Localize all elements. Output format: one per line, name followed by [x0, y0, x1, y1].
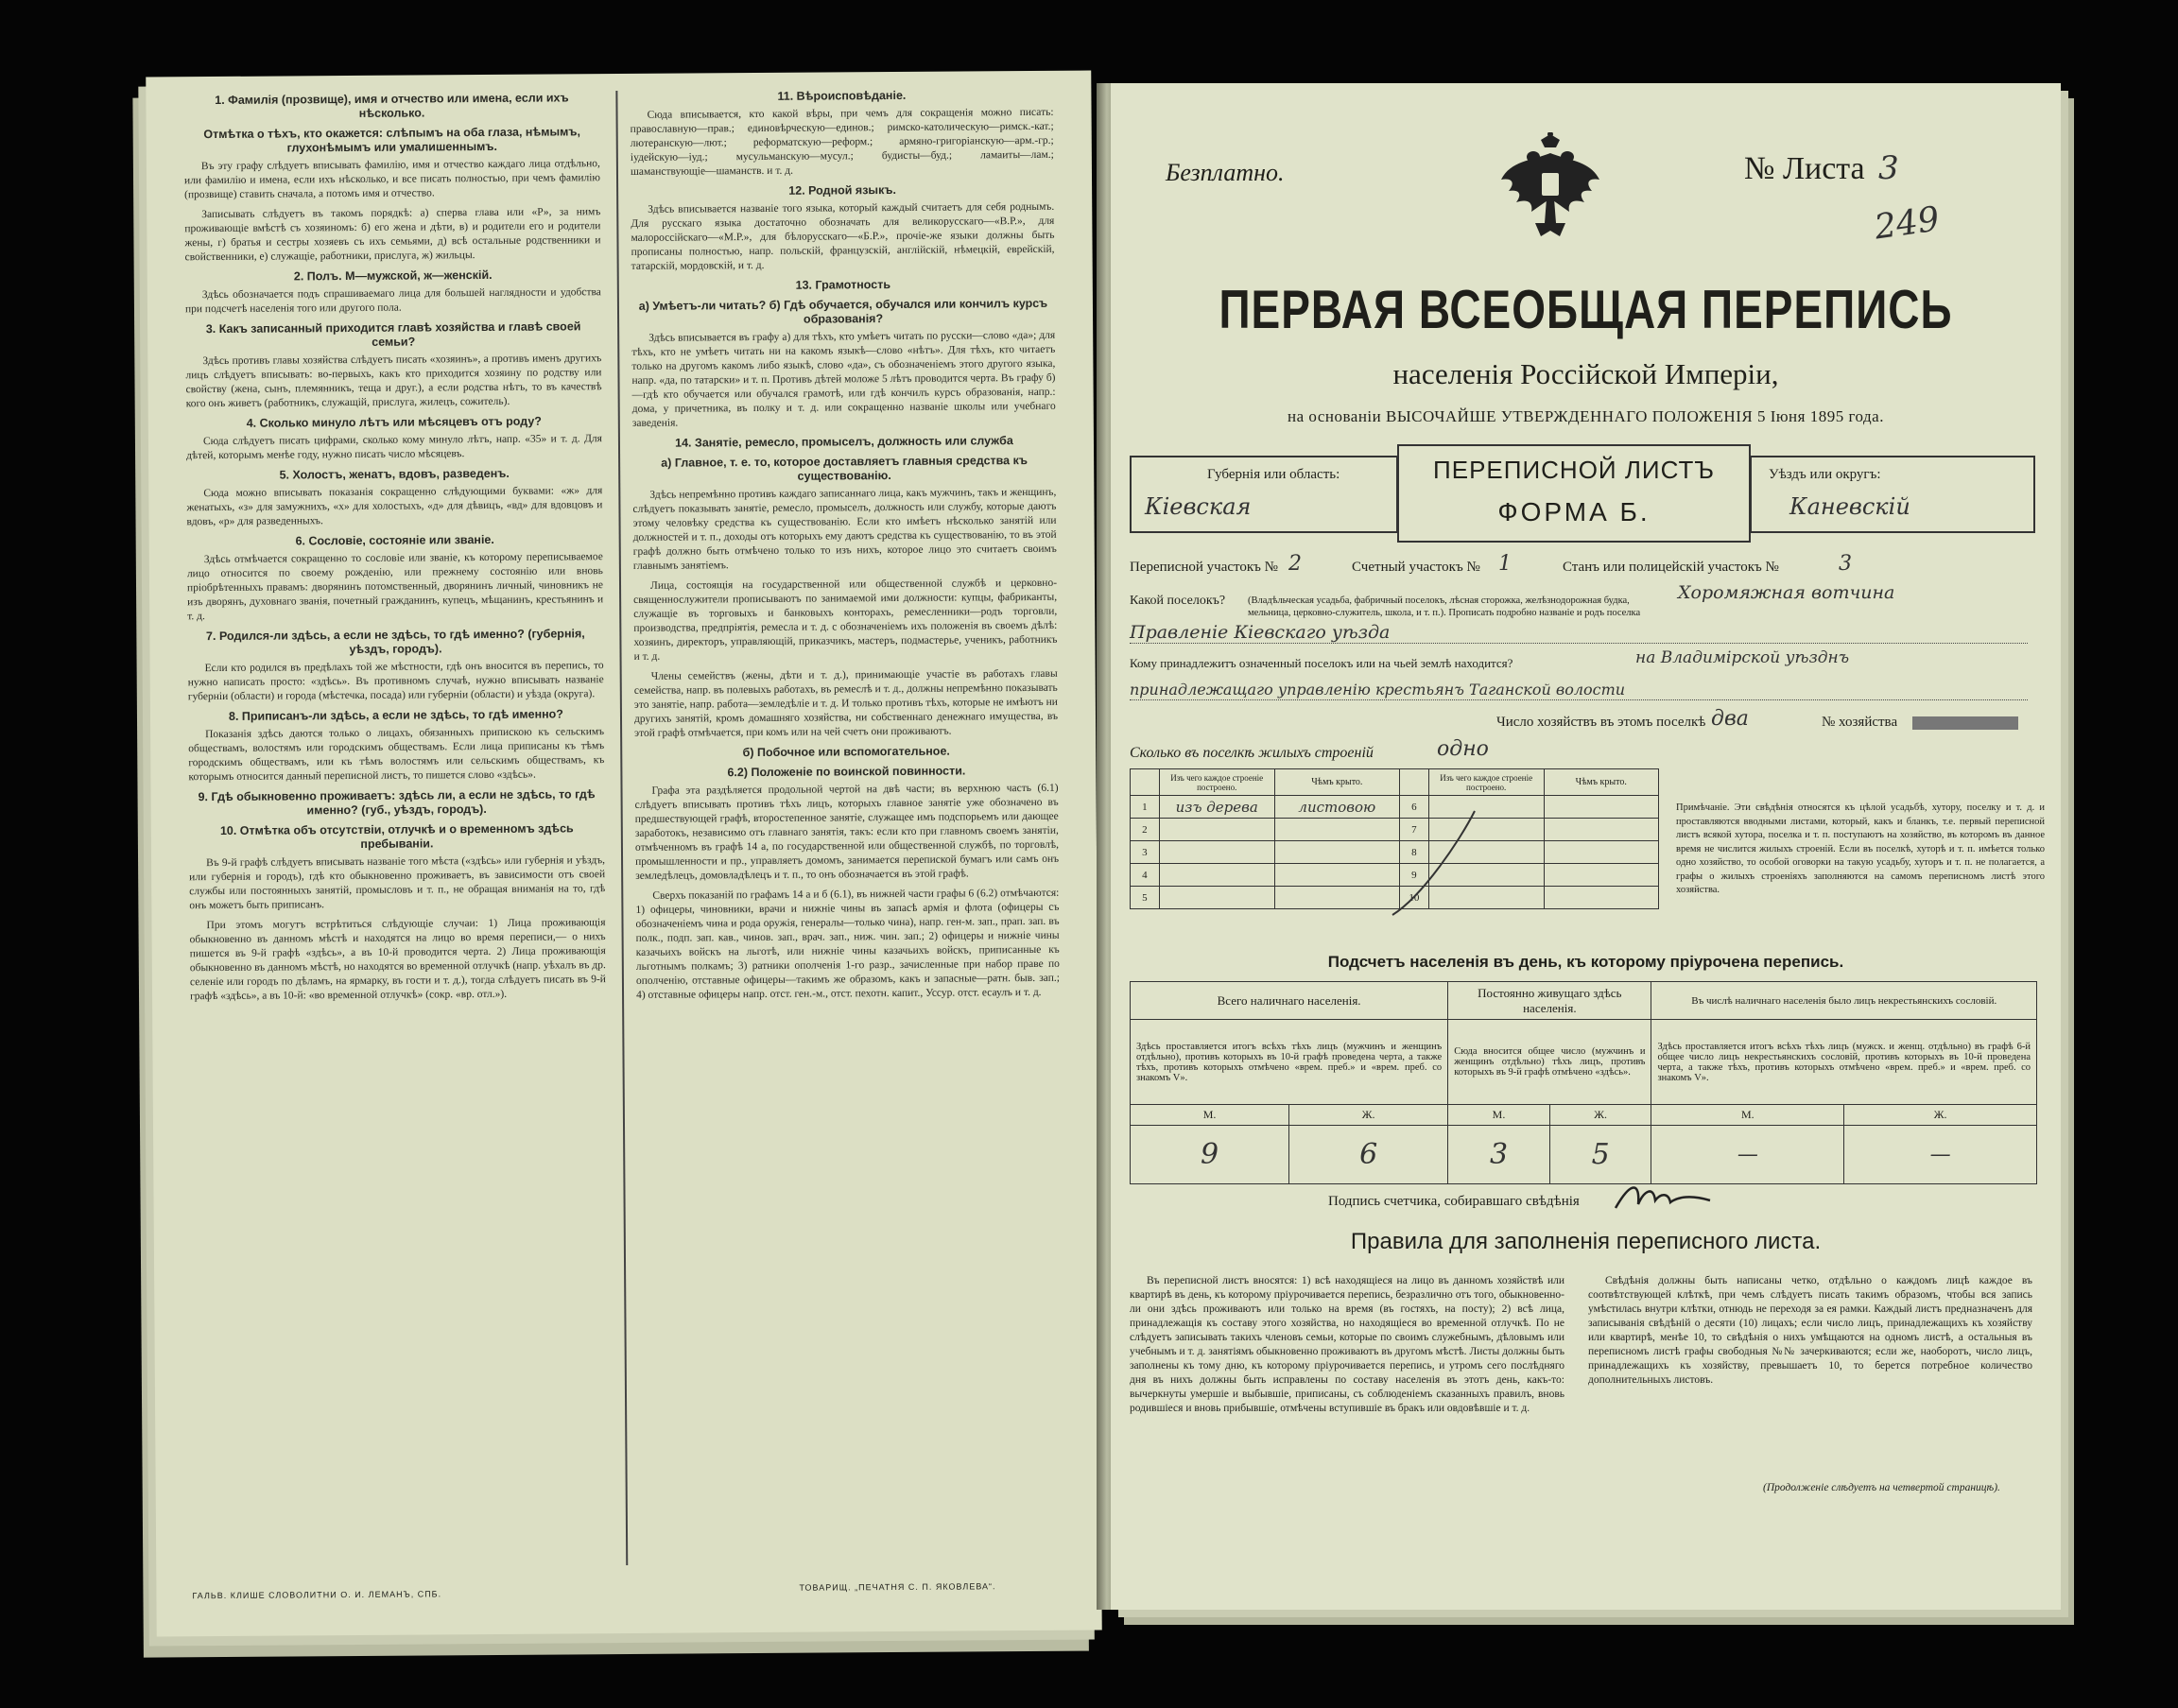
settlement-underline	[1130, 643, 2028, 644]
summary-desc-permanent: Сюда вносится общее число (мужчинъ и женщинъ отдѣльно) тѣхъ лицъ, противъ которыхъ въ 9-й графѣ отмѣчено «здѣсь».	[1448, 1020, 1651, 1105]
section-heading: 8. Приписанъ-ли здѣсь, а если не здѣсь, то гдѣ именно?	[228, 707, 563, 723]
section-heading: 6.2) Положеніе по воинской повинности.	[727, 764, 966, 780]
imperial-eagle-icon	[1494, 132, 1607, 246]
female-header: Ж.	[1844, 1105, 2037, 1126]
building-row-number: 4	[1131, 864, 1160, 887]
stan-label: Станъ или полицейскій участокъ №	[1563, 560, 1779, 575]
section-heading: 6. Сословіе, состояніе или званіе.	[295, 532, 494, 548]
buildings-col-material: Изъ чего каждое строеніе построено.	[1159, 769, 1274, 796]
section-heading: 10. Отмѣтка объ отсутствіи, отлучкѣ и о временномъ здѣсь пребываніи.	[219, 821, 574, 851]
permanent-male-value: 3	[1448, 1126, 1550, 1184]
stan-value: 3	[1839, 552, 1852, 576]
section-paragraph: Сюда можно вписывать показанія сокращенно слѣдующими буквами: «ж» для женатыхъ, «з» для замужнихъ, «х» для холостыхъ, «д» для дѣвицъ, «вд» для вдовцовъ и вдовъ, «р» для разведенныхъ.	[186, 485, 603, 528]
section-heading: 2. Полъ. М—мужской, ж—женскій.	[293, 267, 493, 284]
section-heading: 11. Вѣроисповѣданіе.	[777, 88, 907, 103]
free-label: Безплатно.	[1166, 159, 1285, 186]
section-heading: б) Побочное или вспомогательное.	[742, 744, 950, 760]
male-header: М.	[1448, 1105, 1550, 1126]
form-title-box	[1397, 444, 1751, 543]
female-header: Ж.	[1549, 1105, 1651, 1126]
guberniya-value: Кіевская	[1145, 493, 1252, 520]
section-heading: 4. Сколько минуло лѣтъ или мѣсяцевъ отъ роду?	[246, 414, 542, 430]
left-page	[146, 71, 1101, 1637]
uezd-label: Уѣздъ или округъ:	[1769, 467, 1881, 482]
section-paragraph: Графа эта раздѣляется продольной чертой на двѣ части; въ верхнюю часть (6.1) слѣдуетъ вписывать противъ тѣхъ лицъ, которыхъ главное занятіе уже обозначено въ предшествующей графѣ, второстепенное занятіе, служащее имъ подспорьемъ или дающее заработокъ, независимо отъ главнаго занятія, такъ: если кто при главномъ своемъ занятіи, отмѣченномъ въ графѣ 14 а, по государственной или общественной службѣ, по торговлѣ, промышленности и пр., управляетъ домомъ, занимается перепиской бумагъ или самъ онъ земледѣлецъ, домовладѣлецъ и т. п., то онъ обозначается въ этой графѣ.	[634, 782, 1060, 882]
census-district-label: Переписной участокъ №	[1130, 560, 1278, 575]
count-district-value: 1	[1498, 552, 1512, 576]
rules-column-1: Въ переписной листъ вносятся: 1) всѣ находящіеся на лицо въ данномъ хозяйствѣ или квартирѣ въ день, къ которому пріурочивается перепись, безразлично отъ того, обыкновенно-ли они здѣсь проживаютъ или только на время (въ гостяхъ, на посту); 2) всѣ лица, принадлежащія къ составу этого хозяйства, но находящіеся во временной отлучкѣ. По не слѣдуетъ записывать такихъ членовъ семьи, которые по своимъ служебнымъ, дѣловымъ или учебнымъ и т. д. занятіямъ обыкновенно проживаютъ въ другомъ мѣстѣ. Листы должны быть заполнены къ тому дню, къ которому пріурочивается перепись, и утромъ сего послѣдняго дня въ нихъ должны быть исправлены по составу населенія въ этотъ день, какъ-то: вычеркнуты умершіе и выбывшіе, приписаны, съ соблюденіемъ сказанныхъ правилъ, вновь родившіеся и вновь прибывшіе, отмѣчены вступившіе въ бракъ или овдовѣвшіе и т. д.	[1130, 1275, 1564, 1414]
settlement-label: Какой поселокъ?	[1130, 594, 1226, 608]
rules-column-2: Свѣдѣнія должны быть написаны четко, отдѣльно о каждомъ лицѣ каждое въ соотвѣтствующей клѣткѣ, при чемъ слѣдуетъ писать такимъ образомъ, чтобы вся запись умѣстилась внутри клѣтки, отнюдь не переходя за ея рамки. Каждый листъ предназначенъ для записыванія свѣдѣній о десяти (10) лицахъ; если число лицъ, принадлежащихъ къ хозяйству или квартирѣ, менѣе 10, то свѣдѣнія о нихъ умѣщаются на одномъ листѣ, а остальныя въ переписномъ листѣ графы свободныя №№ зачеркиваются; если же, наоборотъ, число лицъ, принадлежащихъ къ хозяйству, превышаетъ 10, то берется потребное количество дополнительныхъ листовъ.	[1588, 1275, 2032, 1386]
building-row-number: 7	[1399, 819, 1428, 841]
section-heading: 9. Гдѣ обыкновенно проживаетъ: здѣсь ли, а если не здѣсь, то гдѣ именно? (губ., уѣздъ, городъ).	[198, 787, 596, 818]
document-title: ПЕРВАЯ ВСЕОБЩАЯ ПЕРЕПИСЬ	[1219, 278, 1953, 340]
buildings-note: Примѣчаніе. Эти свѣдѣнія относятся къ цѣлой усадьбѣ, хутору, поселку и т. д. и проставляются вводными листами, который, какъ и бланкъ, т.е. первый переписной листъ всякой хутора, поселка и т. п. поступаютъ на хозяйство, въ которомъ въ данное время не числится жилыхъ строеній. Если въ поселкѣ, хуторѣ и т. п. имѣется только одно хозяйство, то особой оговорки на такую усадьбу, хуторъ и т. п. не полагается, а графы о жилыхъ строеніяхъ заполняются на самомъ переписномъ листѣ этого хозяйства.	[1676, 802, 2045, 895]
section-paragraph: Сюда слѣдуетъ писать цифрами, сколько кому минуло лѣтъ, напр. «35» и т. д. Для дѣтей, которымъ менѣе году, нужно писать число мѣсяцевъ.	[186, 433, 602, 462]
non-peasant-female-value: —	[1844, 1126, 2037, 1184]
summary-desc-non-peasant: Здѣсь проставляется итогъ всѣхъ тѣхъ лицъ (мужск. и женщ. отдѣльно) въ графѣ 6-й общее число лицъ некрестьянскихъ сословій, противъ которыхъ въ 10-й проведена черта, а также тѣхъ, противъ которыхъ отмѣчено «врем. преб.» и «врем. преб. со знакомъ V».	[1651, 1020, 2037, 1105]
settlement-value-1: Хоромяжная вотчина	[1678, 582, 1895, 603]
summary-title: Подсчетъ населенія въ день, къ которому пріурочена перепись.	[1327, 953, 1844, 971]
rules-title: Правила для заполненія переписного листа.	[1350, 1229, 1822, 1254]
signature-label: Подпись счетчика, собиравшаго свѣдѣнія	[1328, 1194, 1580, 1209]
permanent-female-value: 5	[1549, 1126, 1651, 1184]
census-district-value: 2	[1288, 552, 1302, 576]
summary-table	[1130, 981, 2037, 1184]
section-paragraph: Сюда вписывается, кто какой вѣры, при чемъ для сокращенія можно писать: православную—прав.; единовѣрческую—единов.; римско-католическую—римск.-кат.; лютеранскую—лют.; реформатскую—реформ.; армяно-григоріанскую—арм.-гр.; іудейскую—іуд.; мусульманскую—мусул.; будисты—буд.; ламаиты—лам.; шаманствующіе—шаманств. и т. д.	[630, 106, 1054, 178]
settlement-hint: (Владѣльческая усадьба, фабричный поселокъ, лѣсная сторожка, желѣзнодорожная будка, мельница, церковно-служитель, школа, и т. п.). Прописать подробно названіе и родъ поселка	[1248, 595, 1641, 618]
section-heading: 5. Холостъ, женатъ, вдовъ, разведенъ.	[279, 466, 510, 482]
building-row-number: 2	[1131, 819, 1160, 841]
section-heading: а) Умѣетъ-ли читать? б) Гдѣ обучается, обучался или кончилъ курсъ образованія?	[638, 296, 1048, 326]
printer-credit-left: ГАЛЬВ. КЛИШЕ СЛОВОЛИТНИ О. И. ЛЕМАНЪ, СПБ.	[192, 1589, 442, 1601]
section-paragraph: Въ эту графу слѣдуетъ вписывать фамилію, имя и отчество каждаго лица отдѣльно, или фамилію и имена, если ихъ нѣсколько, и все писать полностью, при чемъ фамилію (прозвище) ставить сначала, а потомъ имя и отчество.	[183, 158, 601, 201]
owner-label: Кому принадлежитъ означенный поселокъ или на чьей землѣ находится?	[1130, 656, 1513, 670]
households-value: два	[1711, 707, 1749, 731]
sheet-number-value: 3	[1878, 149, 1899, 187]
printer-credit-right: ТОВАРИЩ. „ПЕЧАТНЯ С. П. ЯКОВЛЕВА“.	[799, 1581, 996, 1593]
buildings-label: Сколько въ поселкѣ жилыхъ строеній	[1130, 745, 1374, 761]
summary-header-non-peasant: Въ числѣ наличнаго населенія было лицъ некрестьянскихъ сословій.	[1651, 982, 2037, 1020]
male-header: М.	[1131, 1105, 1289, 1126]
right-page	[1111, 83, 2061, 1610]
building-row-number: 6	[1399, 796, 1428, 819]
sheet-number-label: № Листа	[1744, 151, 1865, 186]
section-heading: 12. Родной языкъ.	[788, 182, 896, 198]
section-paragraph: Здѣсь противъ главы хозяйства слѣдуетъ писать «хозяинъ», а противъ именъ другихъ лицъ слѣдуетъ вписывать: во-первыхъ, какъ кто приходится хозяину по родству или свойству (жена, сынъ, племянникъ, теща и друг.), а если родства нѣтъ, то въ качествѣ кого онъ живетъ (работникъ, служащій, прислуга, жилецъ, сожитель).	[185, 353, 602, 410]
building-row-number: 10	[1399, 887, 1428, 909]
section-paragraph: Здѣсь непремѣнно противъ каждаго записаннаго лица, какъ мужчинъ, такъ и женщинъ, слѣдуетъ показывать занятіе, ремесло, промыселъ, должность или службу, которые даютъ этому человѣку средства къ существованію. Если кто имѣетъ нѣсколько занятій или должностей и т. п., доходы отъ которыхъ ему даютъ средства къ существованію, то въ этой графѣ должно быть отмѣчено только то изъ нихъ, которое лицо это считаетъ своимъ главнымъ занятіемъ.	[632, 486, 1057, 572]
buildings-value: одно	[1437, 737, 1489, 761]
buildings-col-roof-2: Чѣмъ крыто.	[1544, 769, 1658, 796]
present-female-value: 6	[1289, 1126, 1448, 1184]
counter-signature-icon	[1612, 1172, 1716, 1219]
section-paragraph: Записывать слѣдуетъ въ такомъ порядкѣ: а) сперва глава или «Р», за нимъ проживающіе вмѣстѣ съ хозяиномъ: б) его жена и дѣти, в) и родители его и родители жены, г) братья и сестры хозяевъ съ ихъ семьями, д) всѣ остальные родственники и свойственники, е) служащіе, работники, прислуга, ж) жильцы.	[184, 206, 601, 264]
buildings-col-material-2: Изъ чего каждое строеніе построено.	[1428, 769, 1544, 796]
building-row-number: 8	[1399, 841, 1428, 864]
building-material-value: изъ дерева	[1159, 796, 1274, 819]
count-district-label: Счетный участокъ №	[1352, 560, 1480, 575]
section-heading: 7. Родился-ли здѣсь, а если не здѣсь, то гдѣ именно? (губернія, уѣздъ, городъ).	[205, 627, 585, 657]
building-row-number: 5	[1131, 887, 1160, 909]
section-paragraph: Лица, состоящія на государственной или общественной службѣ и церковно-священнослужители прописываютъ по занимаемой ими должности: купцы, фабриканты, служащіе въ торговыхъ и банковыхъ конторахъ, ремесленники—родъ торговли, производства, предпріятія, ремесла и т. д. с обозначеніемъ ихъ положенія въ своемъ дѣлѣ: хозяинъ, директоръ, управляющій, приказчикъ, мастеръ, подмастерье, ученикъ, работникъ и т. д.	[633, 577, 1058, 663]
section-heading: 3. Какъ записанный приходится главѣ хозяйства и главѣ своей семьи?	[205, 319, 581, 349]
household-number-label: № хозяйства	[1822, 715, 1898, 730]
households-label: Число хозяйствъ въ этомъ поселкѣ	[1496, 715, 1706, 730]
section-paragraph: Здѣсь отмѣчается сокращенно то сословіе или званіе, къ которому переписываемое лицо относится по своему рожденію, или прежнему состоянію или вновь пріобрѣтенныхъ правамъ: дворянинъ потомственный, дворянинъ личный, чиновникъ не изъ дворянъ, духовнаго званія, почетный гражданинъ, купецъ, мѣщанинъ, крестьянинъ и т. д.	[186, 551, 604, 623]
left-column-1	[183, 85, 606, 1009]
male-header: М.	[1651, 1105, 1844, 1126]
household-number-redacted	[1912, 716, 2018, 730]
section-paragraph: Въ 9-й графѣ слѣдуетъ вписывать названіе того мѣста («здѣсь» или губернія и уѣздъ, или губернія и городъ), гдѣ кто обыкновенно проживаетъ, въ зависимости отъ своей службы или постоянныхъ занятій, промысловъ и т. п., не обращая вниманія на то, гдѣ онъ можетъ быть приписанъ.	[189, 854, 606, 912]
summary-header-permanent: Постоянно живущаго здѣсь населенія.	[1448, 982, 1651, 1020]
section-paragraph: При этомъ могутъ встрѣтиться слѣдующіе случаи: 1) Лица проживающія обыкновенно въ данномъ мѣстѣ и находятся на лицо во время переписи,— о нихъ пишется въ 9-й графѣ «здѣсь», а въ 10-й проводится черта. 2) Лица проживающія обыкновенно въ данномъ мѣстѣ, но находятся во временной отлучкѣ (напр. уѣхалъ въ др. селеніе или городъ по дѣламъ, на ярмарку, въ гости и т. д.), тогда слѣдуетъ писать въ 9-й графѣ «здѣсь», а въ 10-й: «во временной отлучкѣ» (сокр. «вр. отл.»).	[189, 917, 606, 1003]
legal-basis: на основаніи ВЫСОЧАЙШЕ УТВЕРЖДЕННАГО ПОЛОЖЕНІЯ 5 Іюня 1895 года.	[1288, 407, 1884, 425]
form-name: ФОРМА Б.	[1497, 497, 1651, 526]
guberniya-label: Губернія или область:	[1207, 467, 1340, 482]
summary-header-present: Всего наличнаго населенія.	[1131, 982, 1448, 1020]
document-subtitle: населенія Россійской Имперіи,	[1392, 357, 1779, 390]
settlement-value-2: Правленіе Кіевскаго уѣзда	[1130, 622, 1391, 643]
present-male-value: 9	[1131, 1126, 1289, 1184]
section-paragraph: Показанія здѣсь даются только о лицахъ, обязанныхъ припискою къ сельскимъ обществамъ, волостямъ или городскимъ обществамъ. Если лица приписаны къ тѣмъ городскимъ обществамъ, или къ тѣмъ волостямъ или сельскимъ обществамъ, къ которымъ относится данный переписной листъ, то пишется слово «здѣсь».	[188, 726, 605, 784]
section-paragraph: Если кто родился въ предѣлахъ той же мѣстности, гдѣ онъ вносится въ перепись, то нужно написать просто: «здѣсь». Въ противномъ случаѣ, нужно вписывать названіе губерніи (области) и города (мѣстечка, посада) или губерніи (области) и уѣзда (округа).	[187, 660, 604, 703]
section-paragraph: Здѣсь вписывается названіе того языка, который каждый считаетъ для себя роднымъ. Для русскаго языка достаточно обозначать для великорусскаго—«В.Р.», для малороссійскаго—«М.Р.», для бѣлорусскаго—«Б.Р.», прочіе-же языки должны быть прописаны полностью, напр. польскій, французскій, англійскій, нѣмецкій, еврейскій, татарскій, мордовскій, и т. д.	[631, 200, 1055, 272]
building-row-number: 3	[1131, 841, 1160, 864]
building-row-number: 1	[1131, 796, 1160, 819]
handwritten-number: 249	[1872, 199, 1943, 248]
section-heading: 14. Занятіе, ремесло, промыселъ, должность или служба	[675, 434, 1013, 450]
continuation-note: (Продолженіе слѣдуетъ на четвертой страницѣ).	[1763, 1482, 2000, 1493]
female-header: Ж.	[1289, 1105, 1448, 1126]
buildings-col-roof: Чѣмъ крыто.	[1274, 769, 1399, 796]
strike-through-mark	[1385, 802, 1489, 924]
building-roof-value: листовою	[1274, 796, 1399, 819]
guberniya-box	[1130, 456, 1398, 533]
uezd-box	[1750, 456, 2035, 533]
owner-value-1: на Владимірской уѣзднъ	[1635, 648, 1850, 667]
left-column-2	[630, 82, 1060, 1009]
uezd-value: Каневскій	[1789, 493, 1910, 520]
building-row-number: 9	[1399, 864, 1428, 887]
section-heading: 1. Фамилія (прозвище), имя и отчество или имена, если ихъ нѣсколько.	[215, 91, 569, 120]
owner-underline	[1130, 699, 2028, 700]
section-heading: а) Главное, т. е. то, которое доставляетъ главныя средства къ существованію.	[661, 454, 1028, 483]
non-peasant-male-value: —	[1651, 1126, 1844, 1184]
section-heading: Отмѣтка о тѣхъ, кто окажется: слѣпымъ на оба глаза, нѣмымъ, глухонѣмымъ или умалишеннымъ.	[203, 125, 581, 155]
section-paragraph: Здѣсь вписывается въ графу а) для тѣхъ, кто умѣетъ читать по русски—слово «да»; для тѣхъ, кто не умѣетъ читать ни на какомъ языкѣ—слово «нѣтъ». Для тѣхъ, кто читаетъ только на другомъ какомъ либо языкѣ, слово «да», съ обозначеніемъ этого другого языка, напр. «да, по татарски» и т. п. Противъ дѣтей моложе 5 лѣтъ проводится черта. Въ графу б)—гдѣ кто обучается или обучался грамотѣ, или гдѣ кончилъ курсъ образованія, напр.: дома, у причетника, въ полку и т. д. или сокращенно названіе школы или учебнаго заведенія.	[631, 329, 1056, 429]
column-divider	[615, 91, 627, 1565]
summary-desc-present: Здѣсь проставляется итогъ всѣхъ тѣхъ лицъ (мужчинъ и женщинъ отдѣльно), противъ которыхъ въ 10-й графѣ проведена черта, а также тѣхъ, противъ которыхъ отмѣчено «врем. преб.» и «врем. преб. со знакомъ V».	[1131, 1020, 1448, 1105]
owner-value-2: принадлежащаго управленію крестьянъ Таганской волости	[1130, 681, 1626, 699]
section-paragraph: Здѣсь обозначается подъ спрашиваемаго лица для большей наглядности и удобства при подсчетѣ населенія того или другого пола.	[184, 286, 601, 316]
section-heading: 13. Грамотность	[795, 278, 891, 292]
section-paragraph: Члены семействъ (жены, дѣти и т. д.), принимающіе участіе въ работахъ главы семейства, напр. въ полевыхъ работахъ, въ ремеслѣ и т. д., должны непремѣнно показывать это занятіе, напр. работа—земледѣліе и т. д. И только противъ тѣхъ, которые не имѣютъ ни другихъ занятій, кромъ домашняго хозяйства, ни собственнаго денежнаго имущества, въ этой графѣ отмѣчается, при комъ или на чей счетъ они проживаютъ.	[633, 667, 1059, 739]
section-paragraph: Сверхъ показаній по графамъ 14 а и б (6.1), въ нижней части графы 6 (6.2) отмѣчаются: 1) офицеры, чиновники, врачи и нижніе чины въ запасѣ армія и флота (офицеры съ обозначеніемъ чина и рода оружія, генералы—только чина), напр. ген-м. зап., прап. зап. въ полк., подп. зап. кав., чинов. зап., врач. зап., ниж. чин. зап.; 2) офицеры и нижніе чины казачьихъ войскъ на льготѣ, или нижніе чины казачьихъ войскъ, приписанные къ льготнымъ полкамъ; 3) ратники ополченія 1-го разр., зачисленные при набор праве по ополченію, отставные офицеры—такимъ же образомъ, какъ и запасные—ратн. быв. зап.; 4) отставные офицеры напр. отст. ген.-м., отст. пехотн. капит., Уссур. отст. есаулъ и т. д.	[635, 887, 1060, 1001]
form-title: ПЕРЕПИСНОЙ ЛИСТЪ	[1433, 456, 1715, 484]
